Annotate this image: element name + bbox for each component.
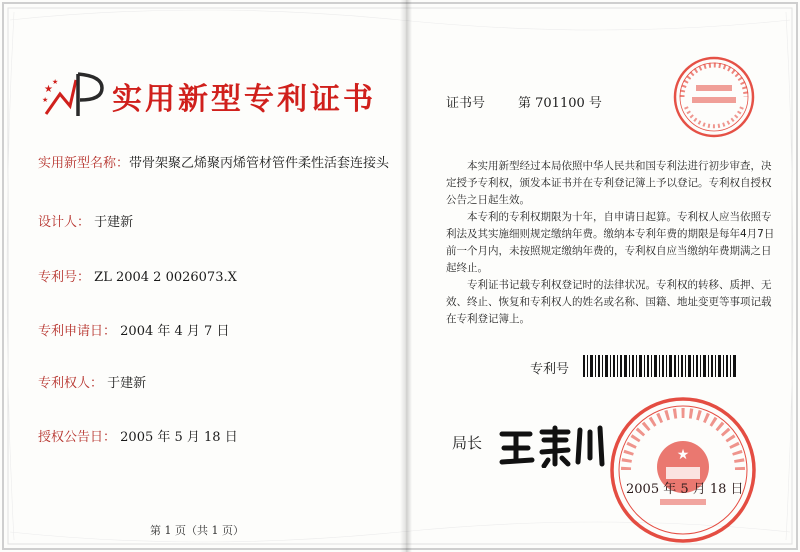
svg-text:★: ★ <box>676 447 690 463</box>
patent-number-value: ZL 2004 2 0026073.X <box>94 270 237 285</box>
utility-model-name <box>38 154 393 174</box>
designer-field <box>38 211 133 230</box>
application-date-value: 2004 年 4 月 7 日 <box>120 324 230 339</box>
barcode-icon <box>583 355 738 377</box>
grant-date-field <box>38 426 238 445</box>
state-ip-office-seal-icon <box>608 395 758 545</box>
svg-text:★: ★ <box>52 78 59 86</box>
body-paragraph: 本实用新型经过本局依照中华人民共和国专利法进行初步审查，决定授予专利权，颁发本证书并在专利登记簿上予以登记。专利权自授权公告之日起生效。 <box>446 160 772 206</box>
svg-text:★: ★ <box>42 96 49 104</box>
grant-date-value: 2005 年 5 月 18 日 <box>120 430 238 445</box>
page-fold <box>400 0 412 552</box>
body-paragraph: 本专利的专利权期限为十年，自申请日起算。专利权人应当依照专利法及其实施细则规定缴纳年费。缴纳本专利年费的期限是每年4月7日前一个月内，未按照规定缴纳年费的，专利权自应当缴纳年费期满之日起终止。 <box>446 211 775 274</box>
patent-number-field <box>38 266 237 285</box>
application-date-label: 专利申请日： <box>38 324 117 339</box>
barcode-patent-label: 专利号 <box>530 362 570 377</box>
application-date-field <box>38 320 229 339</box>
certificate-number-label: 证书号 <box>446 96 486 111</box>
svg-text:★: ★ <box>44 84 53 95</box>
grant-date-label: 授权公告日： <box>38 430 117 445</box>
certificate-title: 实用新型专利证书 <box>112 82 376 117</box>
sipo-logo-icon <box>40 70 112 118</box>
director-signature-icon <box>498 422 608 468</box>
certificate-body <box>446 158 776 328</box>
designer-label: 设计人： <box>38 215 91 230</box>
patentee-value: 于建新 <box>107 376 147 391</box>
name-value: 带骨架聚乙烯聚丙烯管材管件柔性活套连接头 <box>129 156 390 171</box>
page-footer: 第 1 页（共 1 页） <box>150 524 244 537</box>
designer-value: 于建新 <box>94 215 134 230</box>
name-label: 实用新型名称： <box>38 156 130 171</box>
patentee-field <box>38 372 146 391</box>
director-label: 局长 <box>452 434 483 452</box>
patent-number-label: 专利号： <box>38 270 91 285</box>
patentee-label: 专利权人： <box>38 376 104 391</box>
certificate-number-value: 第 701100 号 <box>518 96 602 111</box>
printing-seal-icon <box>672 55 756 139</box>
body-paragraph: 专利证书记载专利权登记时的法律状况。专利权的转移、质押、无效、终止、恢复和专利权人的姓名或名称、国籍、地址变更等事项记载在专利登记簿上。 <box>446 279 772 325</box>
seal-date: 2005 年 5 月 18 日 <box>626 482 744 497</box>
